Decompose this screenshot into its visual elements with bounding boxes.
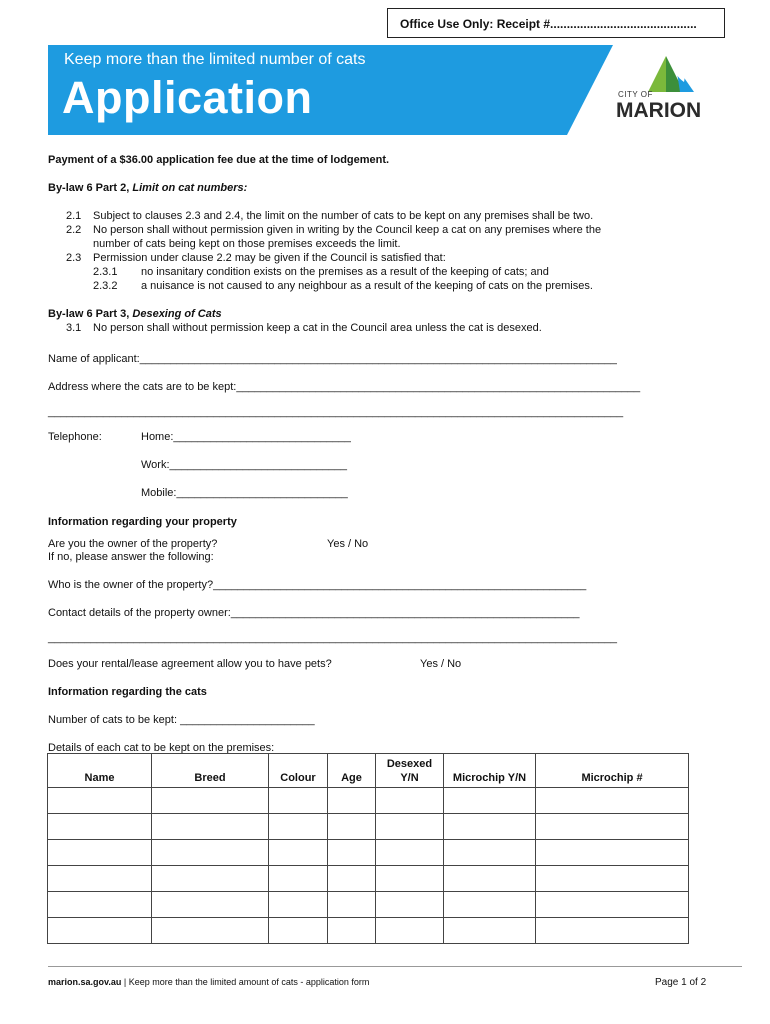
table-cell[interactable] <box>328 918 376 944</box>
table-cell[interactable] <box>328 866 376 892</box>
lease-yes-no[interactable]: Yes / No <box>420 658 462 670</box>
cats-section-heading: Information regarding the cats <box>48 686 207 698</box>
table-cell[interactable] <box>376 840 444 866</box>
subclause-num: 2.3.2 <box>93 280 118 292</box>
table-cell[interactable] <box>444 814 536 840</box>
page-number: Page 1 of 2 <box>655 977 707 988</box>
table-cell[interactable] <box>269 892 328 918</box>
table-cell[interactable] <box>269 866 328 892</box>
mobile-phone-field[interactable]: Mobile:____________________________ <box>141 487 348 499</box>
lease-question: Does your rental/lease agreement allow you to have pets? <box>48 658 332 670</box>
address-field[interactable]: Address where the cats are to be kept:__________________________________________________________________ <box>48 381 641 393</box>
owner-question: Are you the owner of the property? <box>48 538 218 550</box>
table-cell[interactable] <box>48 814 152 840</box>
table-cell[interactable] <box>48 840 152 866</box>
clause-num: 2.2 <box>66 224 82 236</box>
footer-description: Keep more than the limited amount of cats - application form <box>128 977 370 987</box>
footer-separator: | <box>123 977 127 987</box>
bylaw-6-part-2-heading <box>48 181 247 195</box>
address-field-line-2[interactable]: ______________________________________________________________________________________________ <box>48 406 624 418</box>
table-cell[interactable] <box>328 788 376 814</box>
subclause-num: 2.3.1 <box>93 266 118 278</box>
fee-note: Payment of a $36.00 application fee due at the time of lodgement. <box>48 154 390 166</box>
logo-marion: MARION <box>616 99 702 122</box>
column-header-breed: Breed <box>152 754 269 788</box>
cat-details-table <box>47 753 689 944</box>
clause-text: Permission under clause 2.2 may be given if the Council is satisfied that: <box>93 252 446 264</box>
table-cell[interactable] <box>444 840 536 866</box>
table-cell[interactable] <box>328 840 376 866</box>
property-section-heading: Information regarding your property <box>48 516 237 528</box>
table-cell[interactable] <box>536 866 689 892</box>
table-cell[interactable] <box>536 814 689 840</box>
footer-divider <box>48 966 742 967</box>
table-cell[interactable] <box>444 892 536 918</box>
table-cell[interactable] <box>536 892 689 918</box>
table-cell[interactable] <box>444 866 536 892</box>
if-no-note: If no, please answer the following: <box>48 551 214 563</box>
table-cell[interactable] <box>48 918 152 944</box>
logo-city-of: CITY OF <box>618 90 653 99</box>
owner-yes-no[interactable]: Yes / No <box>327 538 369 550</box>
table-cell[interactable] <box>376 918 444 944</box>
bylaw-6-part-3-heading <box>48 307 222 321</box>
owner-contact-field-line-2[interactable]: _____________________________________________________________________________________________ <box>48 632 617 644</box>
heading-italic: Limit on cat numbers: <box>132 182 248 194</box>
telephone-label: Telephone: <box>48 431 102 443</box>
property-owner-field[interactable]: Who is the owner of the property?_____________________________________________________________ <box>48 579 587 591</box>
table-row <box>48 866 689 892</box>
table-cell[interactable] <box>152 918 269 944</box>
cat-details-label: Details of each cat to be kept on the premises: <box>48 742 275 754</box>
table-cell[interactable] <box>152 788 269 814</box>
column-header-microchip-number: Microchip # <box>536 754 689 788</box>
footer <box>48 977 369 987</box>
clause-num: 2.3 <box>66 252 82 264</box>
column-header-desexed: Desexed Y/N <box>376 754 444 788</box>
heading-prefix: By-law 6 Part 3, <box>48 308 130 320</box>
table-row <box>48 892 689 918</box>
table-cell[interactable] <box>376 892 444 918</box>
table-cell[interactable] <box>328 892 376 918</box>
applicant-name-field[interactable]: Name of applicant:______________________________________________________________________________ <box>48 353 617 365</box>
table-cell[interactable] <box>328 814 376 840</box>
column-header-microchip-yn: Microchip Y/N <box>444 754 536 788</box>
table-cell[interactable] <box>269 840 328 866</box>
table-row <box>48 814 689 840</box>
table-cell[interactable] <box>376 866 444 892</box>
column-header-age: Age <box>328 754 376 788</box>
table-cell[interactable] <box>152 892 269 918</box>
table-cell[interactable] <box>376 814 444 840</box>
table-cell[interactable] <box>269 918 328 944</box>
heading-prefix: By-law 6 Part 2, <box>48 182 130 194</box>
subclause-text: no insanitary condition exists on the premises as a result of the keeping of cats; and <box>141 266 549 278</box>
table-cell[interactable] <box>269 788 328 814</box>
table-cell[interactable] <box>152 840 269 866</box>
page-title: Application <box>62 72 313 123</box>
table-cell[interactable] <box>152 866 269 892</box>
table-cell[interactable] <box>376 788 444 814</box>
table-cell[interactable] <box>152 814 269 840</box>
table-header-row <box>48 754 689 788</box>
clause-text: Subject to clauses 2.3 and 2.4, the limit on the number of cats to be kept on any premises shall be two. <box>93 210 594 222</box>
table-row <box>48 840 689 866</box>
column-header-colour: Colour <box>269 754 328 788</box>
clause-text: No person shall without permission keep a cat in the Council area unless the cat is desexed. <box>93 322 542 334</box>
work-phone-field[interactable]: Work:_____________________________ <box>141 459 347 471</box>
table-cell[interactable] <box>536 788 689 814</box>
table-row <box>48 918 689 944</box>
subclause-text: a nuisance is not caused to any neighbour as a result of the keeping of cats on the premises. <box>141 280 593 292</box>
number-of-cats-field[interactable]: Number of cats to be kept: ______________________ <box>48 714 315 726</box>
header-subtitle: Keep more than the limited number of cats <box>64 51 366 68</box>
footer-site: marion.sa.gov.au <box>48 977 122 987</box>
clause-text: No person shall without permission given in writing by the Council keep a cat on any premises where the <box>93 224 602 236</box>
table-cell[interactable] <box>48 866 152 892</box>
office-use-receipt: Office Use Only: Receipt #............................................ <box>387 8 725 38</box>
owner-contact-field[interactable]: Contact details of the property owner:_________________________________________________________ <box>48 607 580 619</box>
table-cell[interactable] <box>536 840 689 866</box>
table-cell[interactable] <box>536 918 689 944</box>
clause-text: number of cats being kept on those premises exceeds the limit. <box>93 238 401 250</box>
clause-num: 3.1 <box>66 322 82 334</box>
table-row <box>48 788 689 814</box>
table-cell[interactable] <box>48 788 152 814</box>
table-cell[interactable] <box>444 788 536 814</box>
home-phone-field[interactable]: Home:_____________________________ <box>141 431 351 443</box>
table-cell[interactable] <box>444 918 536 944</box>
table-cell[interactable] <box>269 814 328 840</box>
table-cell[interactable] <box>48 892 152 918</box>
column-header-name: Name <box>48 754 152 788</box>
heading-italic: Desexing of Cats <box>132 308 222 320</box>
clause-num: 2.1 <box>66 210 82 222</box>
